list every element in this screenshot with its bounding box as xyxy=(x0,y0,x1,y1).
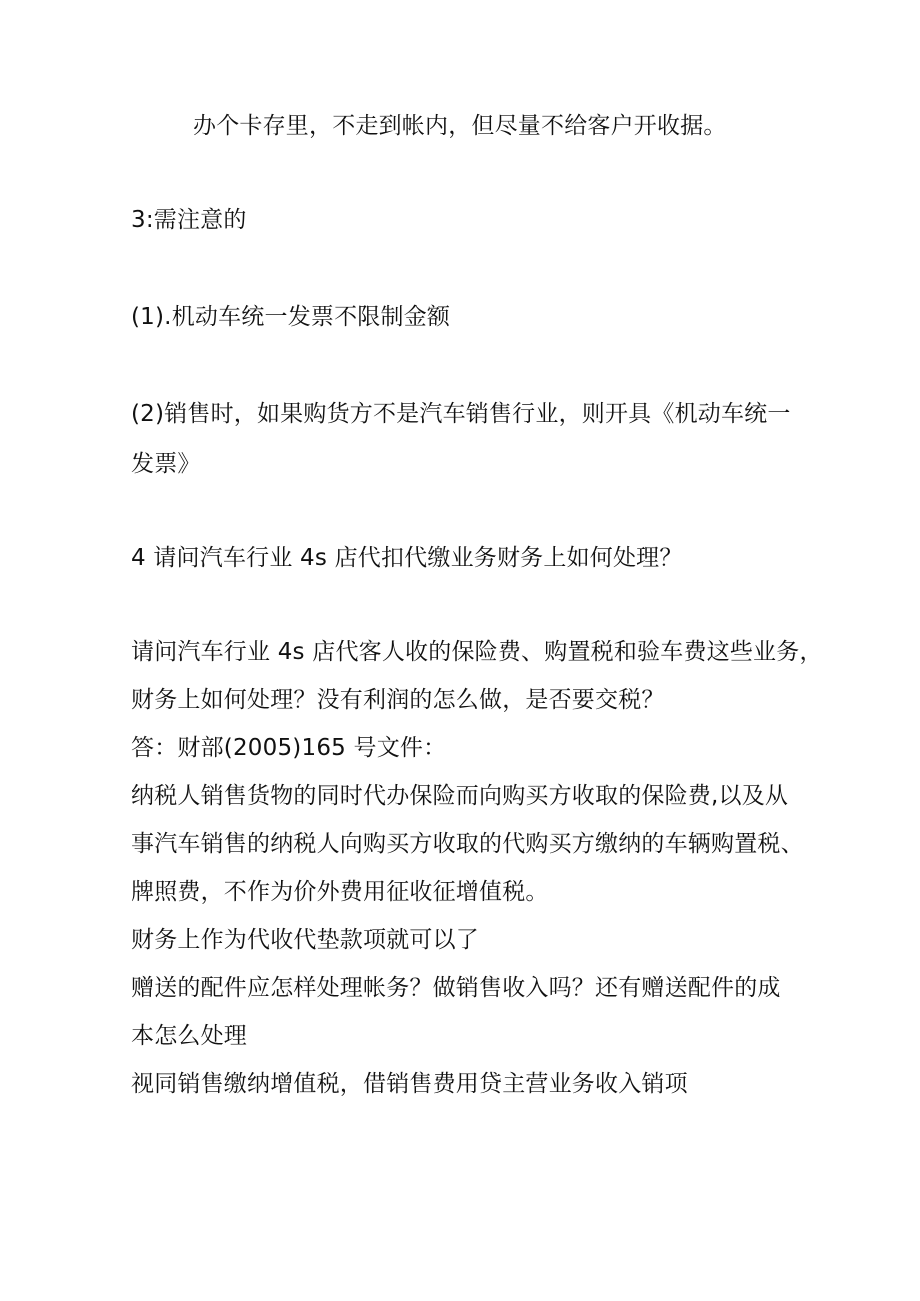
paragraph-line: 财务上如何处理？没有利润的怎么做，是否要交税？ xyxy=(131,687,665,713)
paragraph-line: 视同销售缴纳增值税，借销售费用贷主营业务收入销项 xyxy=(131,1071,688,1097)
answer-line: 答：财部(2005)165 号文件： xyxy=(131,735,447,761)
paragraph-line: 本怎么处理 xyxy=(131,1023,247,1049)
section-heading: 3:需注意的 xyxy=(131,207,247,233)
paragraph-line: 事汽车销售的纳税人向购买方收取的代购买方缴纳的车辆购置税、 xyxy=(131,831,804,857)
paragraph-line: 牌照费，不作为价外费用征收征增值税。 xyxy=(131,879,549,905)
paragraph-line: 纳税人销售货物的同时代办保险而向购买方收取的保险费,以及从 xyxy=(131,783,789,809)
list-item: (2)销售时，如果购货方不是汽车销售行业，则开具《机动车统一 xyxy=(131,401,791,427)
list-item-continuation: 发票》 xyxy=(131,451,201,477)
paragraph-line: 办个卡存里，不走到帐内，但尽量不给客户开收据。 xyxy=(193,113,727,139)
question-heading: 4 请问汽车行业 4s 店代扣代缴业务财务上如何处理？ xyxy=(131,545,683,571)
list-item: (1).机动车统一发票不限制金额 xyxy=(131,304,451,330)
paragraph-line: 赠送的配件应怎样处理帐务？做销售收入吗？还有赠送配件的成 xyxy=(131,975,781,1001)
paragraph-line: 请问汽车行业 4s 店代客人收的保险费、购置税和验车费这些业务， xyxy=(131,639,823,665)
paragraph-line: 财务上作为代收代垫款项就可以了 xyxy=(131,927,479,953)
